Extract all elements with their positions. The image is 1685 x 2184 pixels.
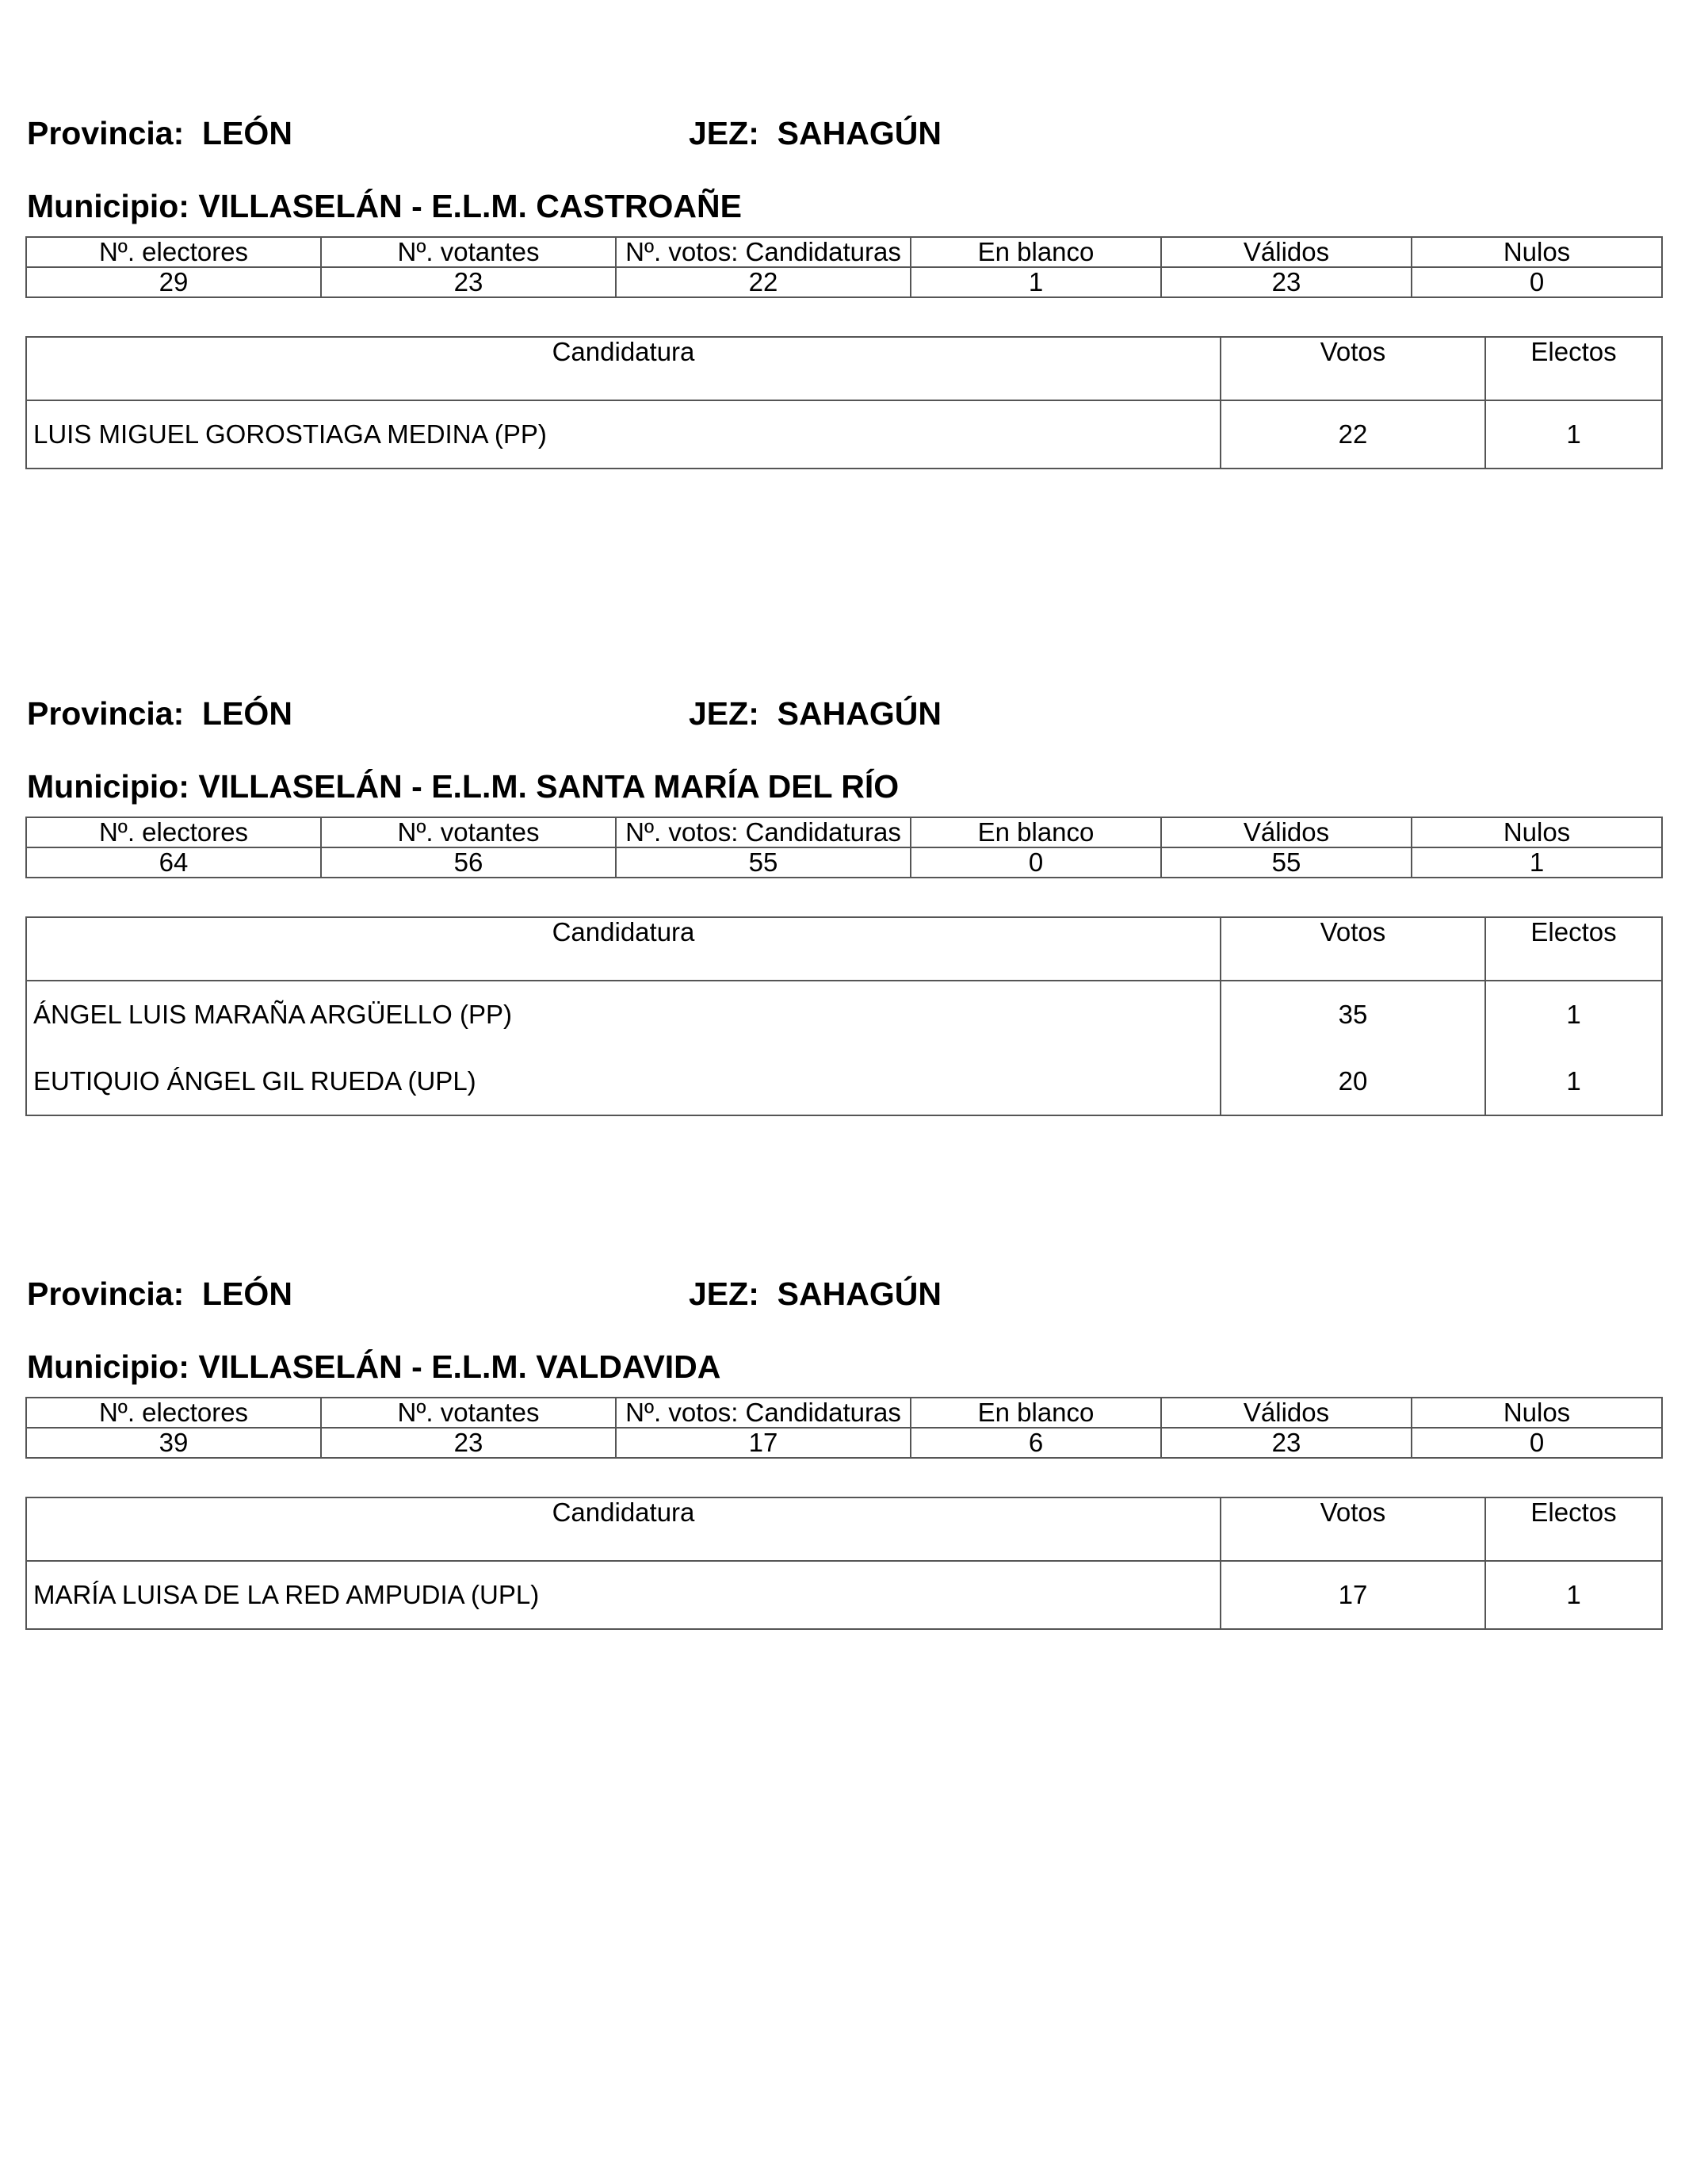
jez-line: JEZ: SAHAGÚN (689, 695, 942, 732)
value-electores: 29 (26, 267, 321, 297)
municipio-line: Municipio: VILLASELÁN - E.L.M. CASTROAÑE (27, 188, 742, 224)
candidate-votos: 22 (1221, 400, 1485, 469)
stats-value-row (26, 1428, 1662, 1458)
value-validos: 23 (1161, 267, 1412, 297)
jez-value: SAHAGÚN (777, 115, 942, 151)
header-votantes: Nº. votantes (321, 1398, 616, 1428)
candidate-electos: 1 (1485, 981, 1662, 1048)
provincia-value: LEÓN (202, 115, 292, 151)
value-votos-candidaturas: 22 (616, 267, 911, 297)
jez-line: JEZ: SAHAGÚN (689, 1276, 942, 1312)
header-validos: Válidos (1161, 817, 1412, 847)
header-nulos: Nulos (1412, 817, 1662, 847)
provincia-value: LEÓN (202, 1276, 292, 1312)
stats-table (25, 817, 1663, 878)
municipio-value: VILLASELÁN - E.L.M. CASTROAÑE (198, 188, 742, 224)
value-electores: 64 (26, 847, 321, 878)
header-votos: Votos (1221, 337, 1485, 400)
value-nulos: 0 (1412, 267, 1662, 297)
value-nulos: 1 (1412, 847, 1662, 878)
header-electores: Nº. electores (26, 817, 321, 847)
candidates-header-row (26, 1497, 1662, 1561)
header-votos: Votos (1221, 1497, 1485, 1561)
header-electos: Electos (1485, 337, 1662, 400)
candidate-name: LUIS MIGUEL GOROSTIAGA MEDINA (PP) (26, 400, 1221, 469)
header-electos: Electos (1485, 1497, 1662, 1561)
header-votantes: Nº. votantes (321, 237, 616, 267)
value-votantes: 23 (321, 267, 616, 297)
candidate-electos: 1 (1485, 1561, 1662, 1629)
value-validos: 23 (1161, 1428, 1412, 1458)
value-nulos: 0 (1412, 1428, 1662, 1458)
header-votos: Votos (1221, 917, 1485, 981)
candidate-row (26, 981, 1662, 1048)
header-validos: Válidos (1161, 1398, 1412, 1428)
jez-line: JEZ: SAHAGÚN (689, 115, 942, 151)
value-en-blanco: 1 (911, 267, 1161, 297)
provincia-line: Provincia: LEÓN (27, 1276, 292, 1312)
value-votantes: 56 (321, 847, 616, 878)
header-votos-candidaturas: Nº. votos: Candidaturas (616, 1398, 911, 1428)
stats-header-row (26, 237, 1662, 267)
value-votos-candidaturas: 17 (616, 1428, 911, 1458)
header-en-blanco: En blanco (911, 817, 1161, 847)
header-votos-candidaturas: Nº. votos: Candidaturas (616, 817, 911, 847)
candidate-name: MARÍA LUISA DE LA RED AMPUDIA (UPL) (26, 1561, 1221, 1629)
candidates-table (25, 916, 1663, 1116)
header-votantes: Nº. votantes (321, 817, 616, 847)
stats-table (25, 236, 1663, 298)
municipio-line: Municipio: VILLASELÁN - E.L.M. VALDAVIDA (27, 1348, 721, 1385)
candidates-header-row (26, 917, 1662, 981)
value-en-blanco: 0 (911, 847, 1161, 878)
header-candidatura: Candidatura (26, 1497, 1221, 1561)
candidates-table (25, 1497, 1663, 1630)
value-validos: 55 (1161, 847, 1412, 878)
header-nulos: Nulos (1412, 1398, 1662, 1428)
municipio-value: VILLASELÁN - E.L.M. VALDAVIDA (198, 1348, 721, 1385)
candidate-electos: 1 (1485, 400, 1662, 469)
stats-header-row (26, 817, 1662, 847)
candidate-name: ÁNGEL LUIS MARAÑA ARGÜELLO (PP) (26, 981, 1221, 1048)
candidate-row (26, 1561, 1662, 1629)
header-electores: Nº. electores (26, 237, 321, 267)
candidate-votos: 20 (1221, 1048, 1485, 1115)
stats-value-row (26, 267, 1662, 297)
value-votos-candidaturas: 55 (616, 847, 911, 878)
header-validos: Válidos (1161, 237, 1412, 267)
municipio-value: VILLASELÁN - E.L.M. SANTA MARÍA DEL RÍO (198, 768, 900, 805)
header-en-blanco: En blanco (911, 237, 1161, 267)
stats-value-row (26, 847, 1662, 878)
value-votantes: 23 (321, 1428, 616, 1458)
header-votos-candidaturas: Nº. votos: Candidaturas (616, 237, 911, 267)
provincia-line: Provincia: LEÓN (27, 695, 292, 732)
jez-value: SAHAGÚN (777, 1276, 942, 1312)
value-electores: 39 (26, 1428, 321, 1458)
municipio-line: Municipio: VILLASELÁN - E.L.M. SANTA MARÍA DEL RÍO (27, 768, 900, 805)
value-en-blanco: 6 (911, 1428, 1161, 1458)
candidate-electos: 1 (1485, 1048, 1662, 1115)
candidate-row (26, 400, 1662, 469)
provincia-line: Provincia: LEÓN (27, 115, 292, 151)
header-en-blanco: En blanco (911, 1398, 1161, 1428)
header-candidatura: Candidatura (26, 337, 1221, 400)
candidates-header-row (26, 337, 1662, 400)
candidate-votos: 17 (1221, 1561, 1485, 1629)
stats-header-row (26, 1398, 1662, 1428)
candidate-row (26, 1048, 1662, 1115)
candidates-table (25, 336, 1663, 469)
stats-table (25, 1397, 1663, 1459)
candidate-name: EUTIQUIO ÁNGEL GIL RUEDA (UPL) (26, 1048, 1221, 1115)
provincia-value: LEÓN (202, 695, 292, 732)
header-candidatura: Candidatura (26, 917, 1221, 981)
header-electos: Electos (1485, 917, 1662, 981)
header-nulos: Nulos (1412, 237, 1662, 267)
header-electores: Nº. electores (26, 1398, 321, 1428)
candidate-votos: 35 (1221, 981, 1485, 1048)
jez-value: SAHAGÚN (777, 695, 942, 732)
